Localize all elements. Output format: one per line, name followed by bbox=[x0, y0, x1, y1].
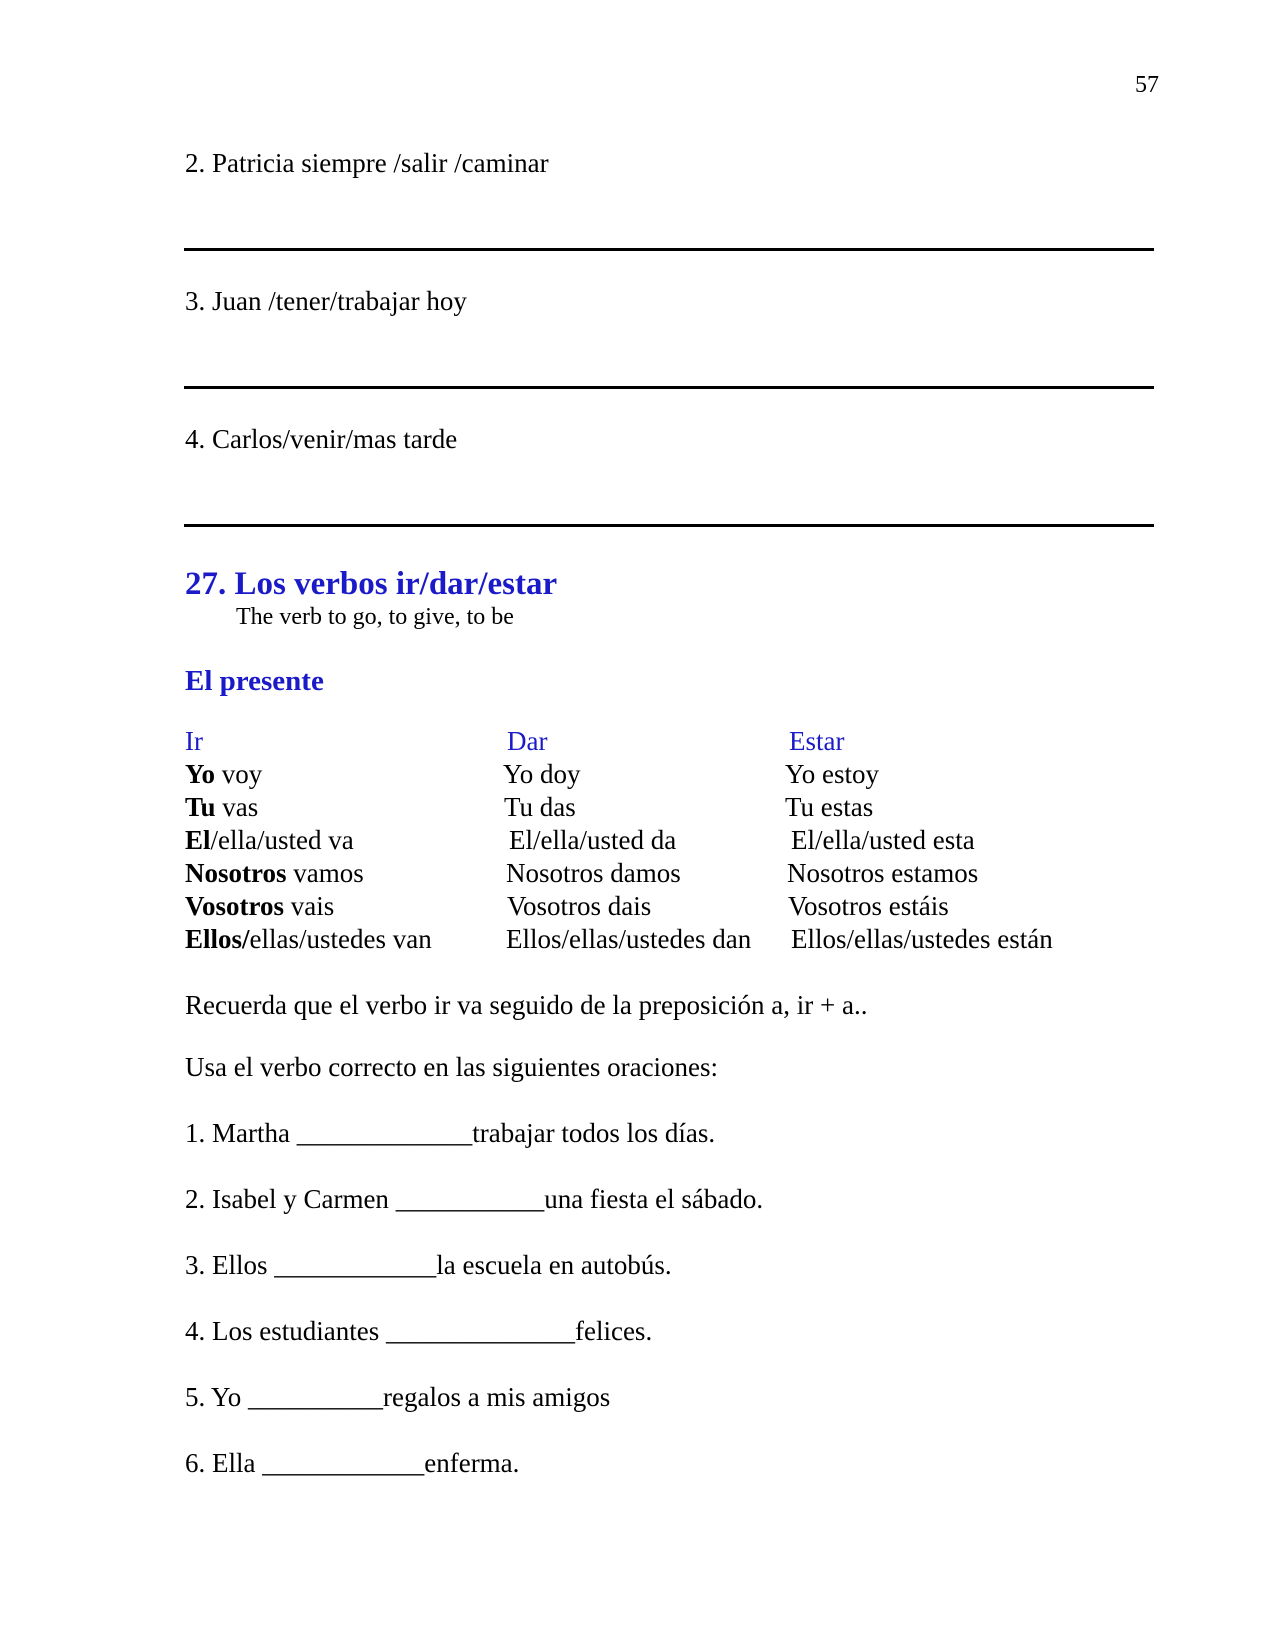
exercise-suffix: trabajar todos los días. bbox=[472, 1118, 716, 1148]
ir-row bbox=[185, 759, 262, 790]
column-header-dar: Dar bbox=[507, 726, 548, 756]
section-title: 27. Los verbos ir/dar/estar bbox=[185, 566, 558, 602]
ir-form: /ella/usted va bbox=[210, 825, 354, 855]
exercise-suffix: felices. bbox=[574, 1316, 653, 1346]
ir-form: vas bbox=[215, 792, 259, 822]
exercise-prefix: 3. Ellos bbox=[185, 1250, 275, 1280]
column-header-ir: Ir bbox=[185, 726, 203, 756]
fill-in-blank[interactable]: ___________ bbox=[395, 1184, 545, 1214]
section-subtitle: The verb to go, to give, to be bbox=[236, 604, 514, 630]
fill-in-blank[interactable]: ____________ bbox=[262, 1448, 425, 1478]
ir-pronoun: Nosotros bbox=[185, 858, 287, 888]
dar-row: Tu das bbox=[504, 792, 576, 822]
exercise-suffix: regalos a mis amigos bbox=[383, 1382, 611, 1412]
ir-pronoun: Tu bbox=[185, 792, 216, 822]
ir-pronoun: El bbox=[185, 825, 211, 855]
exercise-suffix: enferma. bbox=[424, 1448, 520, 1478]
exercise-item bbox=[185, 1382, 610, 1413]
dar-row: El/ella/usted da bbox=[509, 825, 677, 855]
ir-row bbox=[185, 792, 258, 823]
estar-row: El/ella/usted esta bbox=[791, 825, 975, 855]
estar-row: Tu estas bbox=[785, 792, 874, 822]
ir-pronoun: Vosotros bbox=[185, 891, 285, 921]
answer-line-4[interactable] bbox=[184, 524, 1154, 527]
exercise-suffix: una fiesta el sábado. bbox=[544, 1184, 764, 1214]
ir-pronoun: Ellos/ bbox=[185, 924, 250, 954]
dar-row: Ellos/ellas/ustedes dan bbox=[506, 924, 752, 954]
page-number: 57 bbox=[1135, 72, 1159, 98]
ir-form: vamos bbox=[286, 858, 364, 888]
exercise-item bbox=[185, 1118, 715, 1149]
exercise-prefix: 6. Ella bbox=[185, 1448, 263, 1478]
ir-row bbox=[185, 891, 334, 922]
instructions-text: Usa el verbo correcto en las siguientes oraciones: bbox=[185, 1052, 719, 1082]
ir-row bbox=[185, 858, 364, 889]
prompt-3: 3. Juan /tener/trabajar hoy bbox=[185, 286, 467, 316]
estar-row: Ellos/ellas/ustedes están bbox=[791, 924, 1053, 954]
prompt-4: 4. Carlos/venir/mas tarde bbox=[185, 424, 458, 454]
ir-form: ellas/ustedes van bbox=[249, 924, 432, 954]
fill-in-blank[interactable]: __________ bbox=[248, 1382, 384, 1412]
dar-row: Yo doy bbox=[503, 759, 581, 789]
answer-line-2[interactable] bbox=[184, 248, 1154, 251]
estar-row: Yo estoy bbox=[785, 759, 880, 789]
ir-form: voy bbox=[215, 759, 263, 789]
dar-row: Vosotros dais bbox=[507, 891, 652, 921]
exercise-prefix: 5. Yo bbox=[185, 1382, 249, 1412]
exercise-suffix: la escuela en autobús. bbox=[436, 1250, 672, 1280]
tense-heading: El presente bbox=[185, 665, 324, 697]
ir-pronoun: Yo bbox=[185, 759, 216, 789]
exercise-item bbox=[185, 1184, 763, 1215]
exercise-item bbox=[185, 1250, 672, 1281]
prompt-2: 2. Patricia siempre /salir /caminar bbox=[185, 148, 549, 178]
answer-line-3[interactable] bbox=[184, 386, 1154, 389]
fill-in-blank[interactable]: _____________ bbox=[296, 1118, 473, 1148]
exercise-prefix: 2. Isabel y Carmen bbox=[185, 1184, 396, 1214]
ir-row bbox=[185, 924, 432, 955]
ir-row bbox=[185, 825, 354, 856]
exercise-prefix: 4. Los estudiantes bbox=[185, 1316, 386, 1346]
estar-row: Vosotros estáis bbox=[788, 891, 949, 921]
ir-form: vais bbox=[284, 891, 335, 921]
exercise-prefix: 1. Martha bbox=[185, 1118, 297, 1148]
exercise-item bbox=[185, 1448, 519, 1479]
fill-in-blank[interactable]: ______________ bbox=[385, 1316, 575, 1346]
column-header-estar: Estar bbox=[789, 726, 845, 756]
exercise-item bbox=[185, 1316, 652, 1347]
estar-row: Nosotros estamos bbox=[787, 858, 979, 888]
fill-in-blank[interactable]: ____________ bbox=[274, 1250, 437, 1280]
reminder-text: Recuerda que el verbo ir va seguido de la preposición a, ir + a.. bbox=[185, 990, 868, 1020]
dar-row: Nosotros damos bbox=[506, 858, 681, 888]
